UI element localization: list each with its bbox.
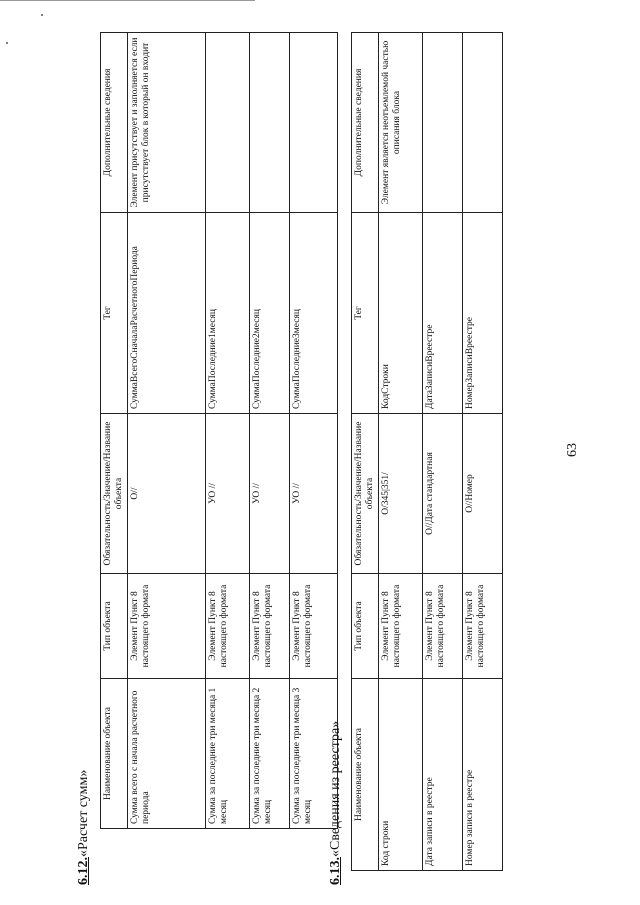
cell-tag: СуммаПоследние1месяц <box>206 213 250 414</box>
cell-type: Элемент Пункт 8 настоящего формата <box>250 574 290 679</box>
cell-info <box>250 33 290 213</box>
table-row <box>463 33 503 871</box>
cell-info <box>423 33 463 213</box>
table-row <box>128 33 206 829</box>
column-header: Обязательность/Значение/Название объекта <box>352 414 379 574</box>
column-header: Дополнительные сведения <box>101 33 128 213</box>
cell-name: Номер записи в реестре <box>463 679 503 871</box>
cell-requirement: О// <box>128 414 206 574</box>
cell-tag: НомерЗаписиВреестре <box>463 213 503 414</box>
section-number: 6.13. <box>328 857 343 885</box>
cell-name: Сумма за последние три месяца 3 месяц <box>290 679 338 829</box>
column-header: Тег <box>352 213 379 414</box>
cell-requirement: УО // <box>206 414 250 574</box>
cell-type: Элемент Пункт 8 настоящего формата <box>290 574 338 679</box>
cell-tag: СуммаВсегоСначалаРасчетногоПериода <box>128 213 206 414</box>
cell-info: Элемент присутствует и заполняется если присутствует блок в который он входит <box>128 33 206 213</box>
cell-type: Элемент Пункт 8 настоящего формата <box>379 574 423 679</box>
cell-requirement: О//Дата стандартная <box>423 414 463 574</box>
column-header: Наименование объекта <box>101 679 128 829</box>
cell-tag: КодСтроки <box>379 213 423 414</box>
cell-name: Сумма всего с начала расчетного периода <box>128 679 206 829</box>
cell-name: Дата записи в реестре <box>423 679 463 871</box>
cell-tag: ДатаЗаписиВреестре <box>423 213 463 414</box>
column-header: Дополнительные сведения <box>352 33 379 213</box>
cell-requirement: О/345|351/ <box>379 414 423 574</box>
cell-info: Элемент является неотъемлемой частью описания блока <box>379 33 423 213</box>
section-heading-6-12 <box>76 770 92 885</box>
cell-info <box>206 33 250 213</box>
cell-type: Элемент Пункт 8 настоящего формата <box>206 574 250 679</box>
cell-tag: СуммаПоследние3месяц <box>290 213 338 414</box>
table-row <box>206 33 250 829</box>
cell-name: Сумма за последние три месяца 2 месяц <box>250 679 290 829</box>
column-header: Обязательность/Значение/Название объекта <box>101 414 128 574</box>
table-row <box>379 33 423 871</box>
column-header: Наименование объекта <box>352 679 379 871</box>
cell-name: Сумма за последние три месяца 1 месяц <box>206 679 250 829</box>
table-header-row <box>352 33 379 871</box>
cell-type: Элемент Пункт 8 настоящего формата <box>463 574 503 679</box>
section-title: «Расчет сумм» <box>76 769 91 857</box>
cell-type: Элемент Пункт 8 настоящего формата <box>128 574 206 679</box>
cell-name: Код строки <box>379 679 423 871</box>
cell-requirement: О//Номер <box>463 414 503 574</box>
cell-info <box>463 33 503 213</box>
column-header: Тип объекта <box>101 574 128 679</box>
table-row <box>250 33 290 829</box>
page-number: 63 <box>565 443 580 457</box>
table-svedeniya-iz-reestra <box>351 32 503 871</box>
table-header-row <box>101 33 128 829</box>
section-title: «Сведения из реестра» <box>328 720 343 857</box>
section-number: 6.12. <box>76 857 91 885</box>
table-raschet-summ <box>100 32 338 829</box>
table-row <box>423 33 463 871</box>
cell-tag: СуммаПоследние2месяц <box>250 213 290 414</box>
cell-requirement: УО // <box>290 414 338 574</box>
section-heading-6-13 <box>328 721 344 885</box>
column-header: Тег <box>101 213 128 414</box>
cell-info <box>290 33 338 213</box>
table-row <box>290 33 338 829</box>
cell-type: Элемент Пункт 8 настоящего формата <box>423 574 463 679</box>
column-header: Тип объекта <box>352 574 379 679</box>
cell-requirement: УО // <box>250 414 290 574</box>
